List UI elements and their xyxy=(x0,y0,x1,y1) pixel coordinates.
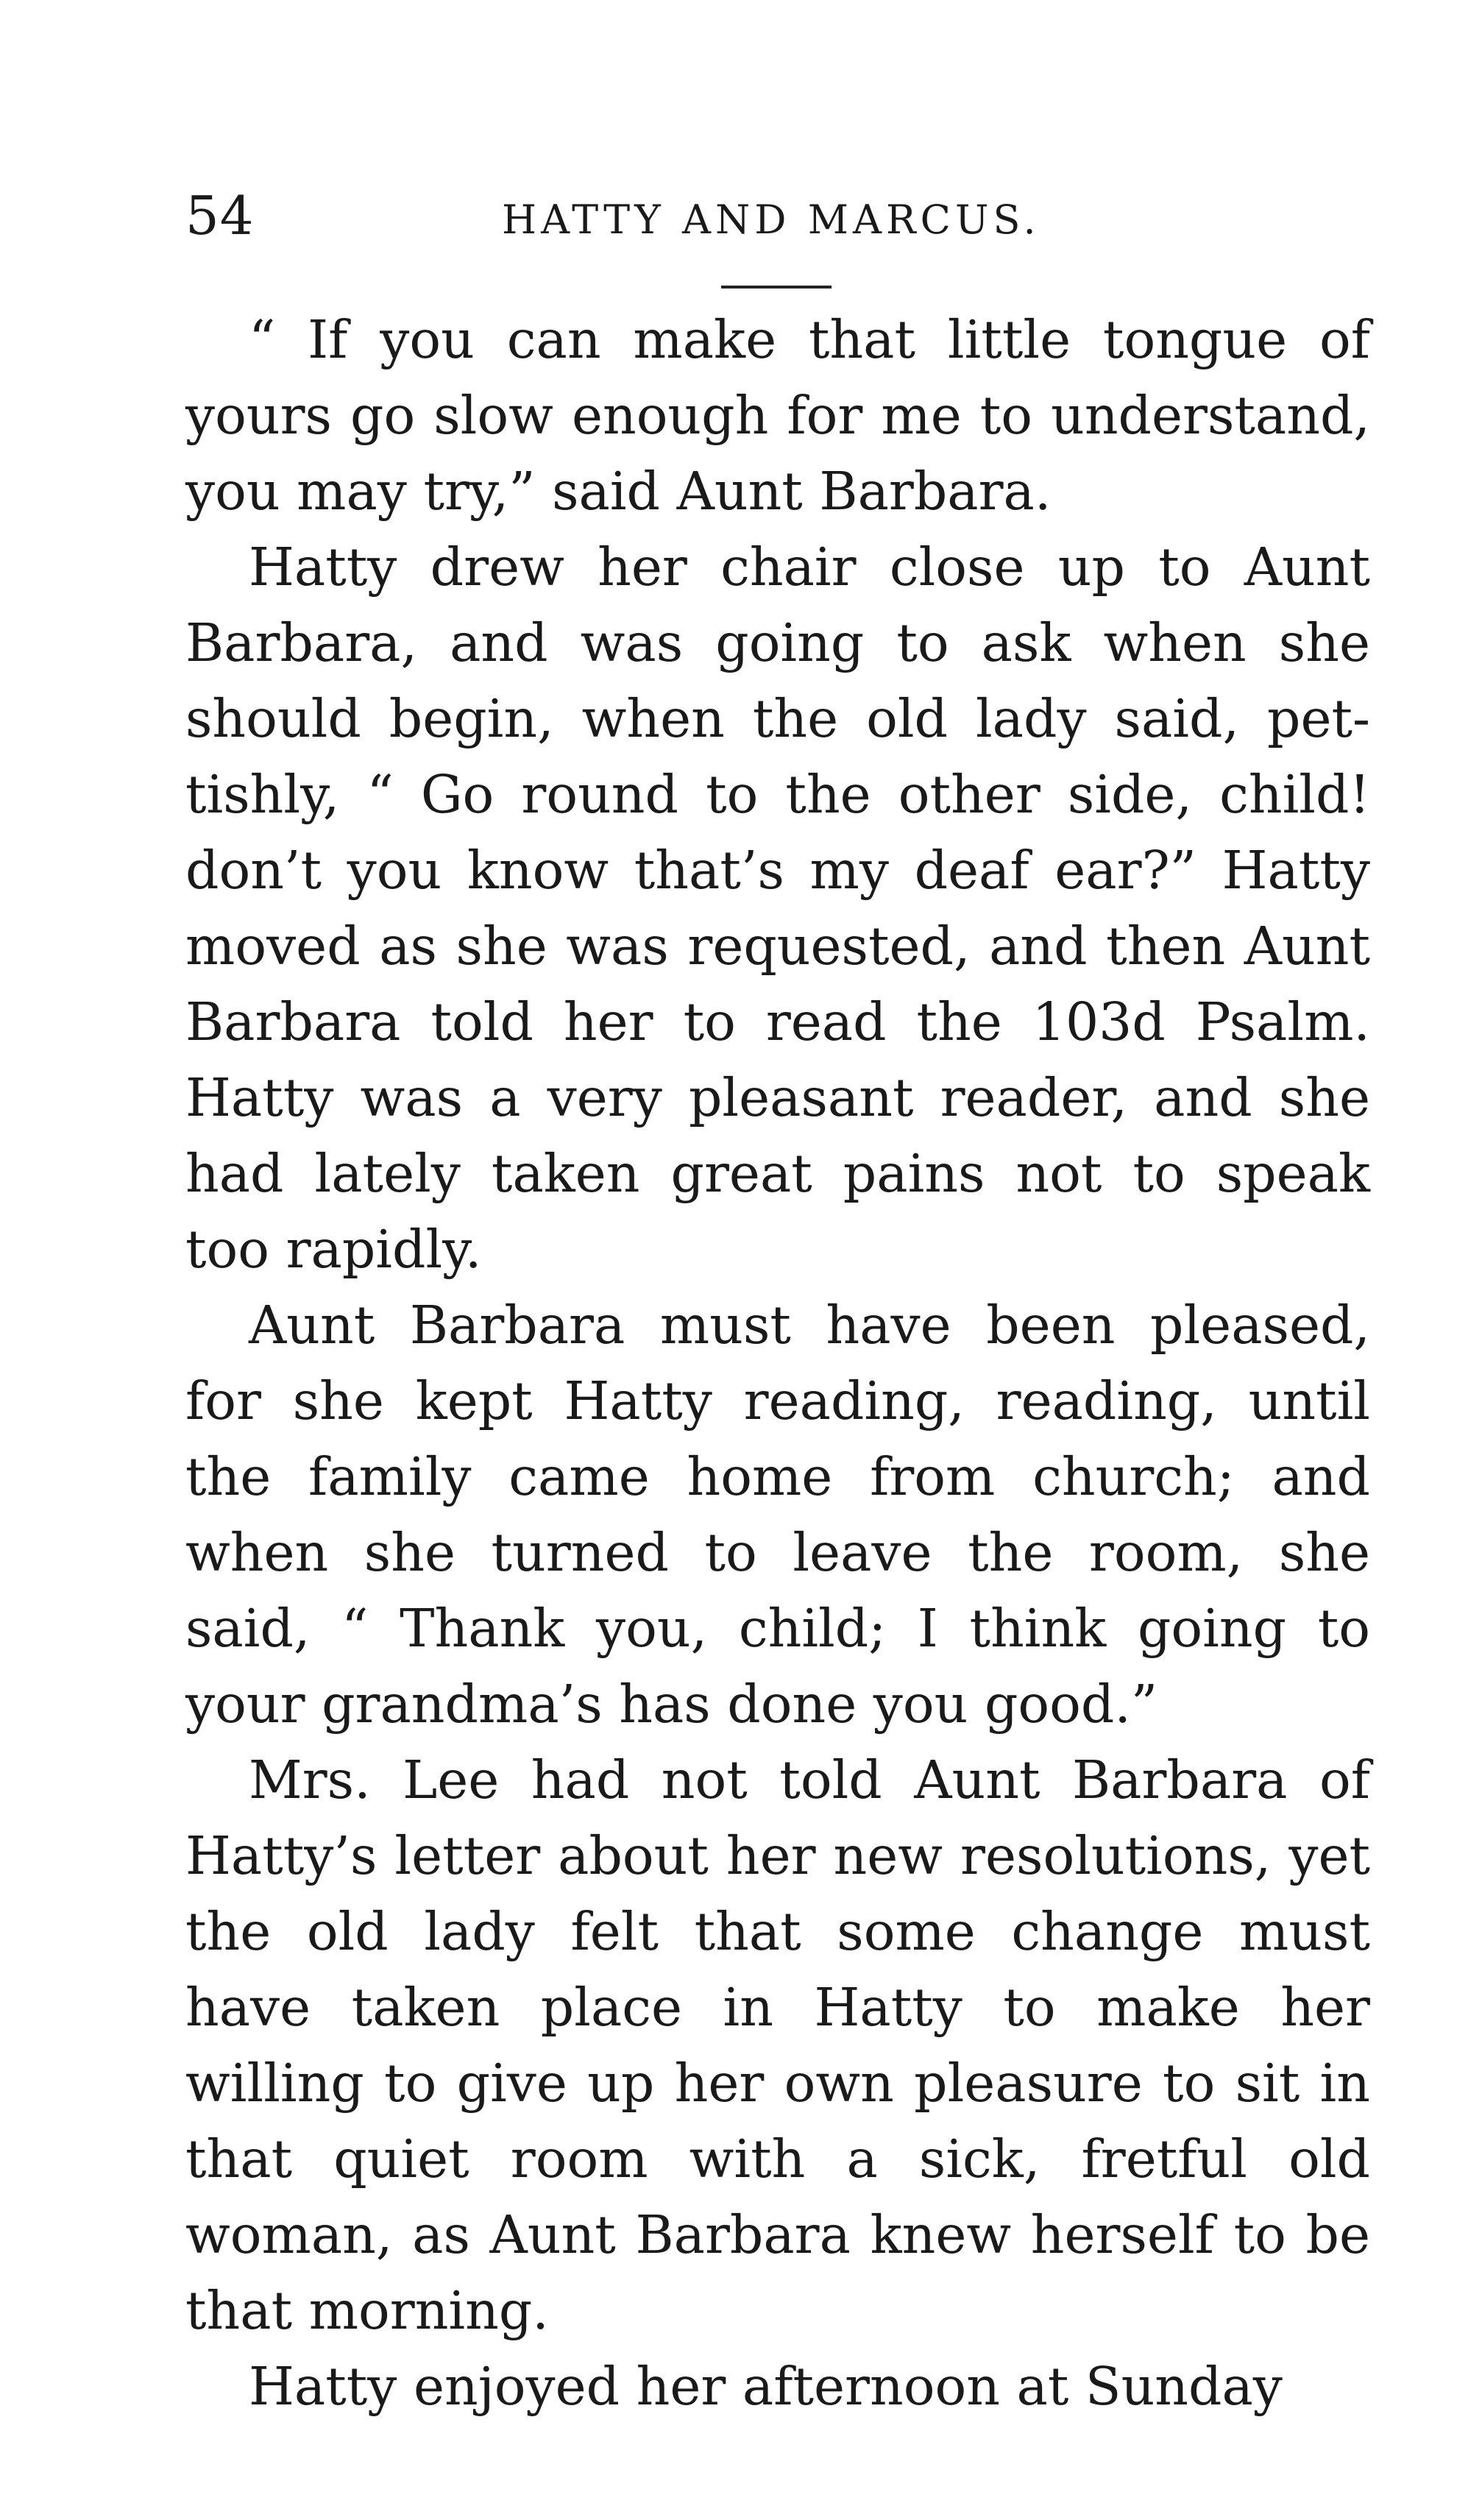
paragraph: Hatty enjoyed her afternoon at Sunday xyxy=(249,2356,1283,2417)
body-text xyxy=(185,302,1370,2424)
paragraph: Hatty drew her chair close up to Aunt Barbara, and was going to ask when she should begin, when the old lady said, pettishly, “ Go round to the other side, child! don’t you know that’s my deaf ear?” Hatty moved as she was requested, and then Aunt Barbara told her to read the 103d Psalm. Hatty was a very pleasant reader, and she had lately taken great pains not to speak too rapidly. xyxy=(185,537,1370,1280)
paragraph: Aunt Barbara must have been pleased, for she kept Hatty reading, reading, until the family came home from church; and when she turned to leave the room, she said, “ Thank you, child; I think going to your grandma’s has done you good.” xyxy=(185,1295,1370,1735)
paragraph: “ If you can make that little tongue of yours go slow enough for me to understand, you may try,” said Aunt Barbara. xyxy=(185,309,1370,522)
header-rule xyxy=(721,286,832,289)
running-title: HATTY AND MARCUS. xyxy=(502,197,1040,243)
paragraph: Mrs. Lee had not told Aunt Barbara of Hatty’s letter about her new resolutions, yet the old lady felt that some change must have taken place in Hatty to make her willing to give up her own pleasure to sit in that quiet room with a sick, fretful old woman, as Aunt Barbara knew herself to be that morning. xyxy=(185,1749,1370,2341)
page-header xyxy=(185,183,1369,249)
page-number: 54 xyxy=(185,185,255,247)
